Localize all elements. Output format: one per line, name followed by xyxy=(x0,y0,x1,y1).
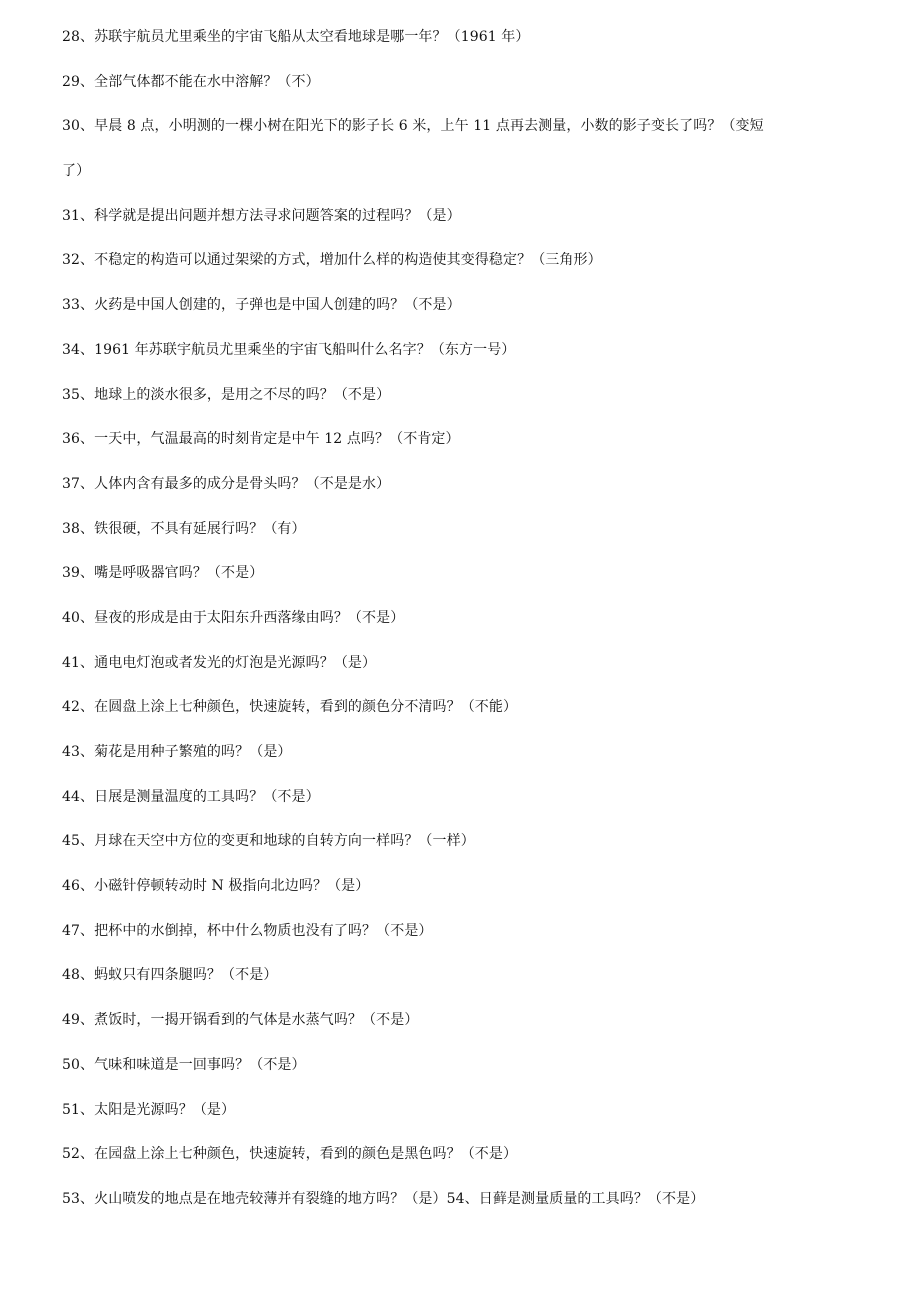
question-line: 37、人体内含有最多的成分是骨头吗？（不是是水） xyxy=(62,475,391,492)
question-line: 31、科学就是提出问题并想方法寻求问题答案的过程吗？（是） xyxy=(62,207,461,224)
question-line: 28、苏联宇航员尤里乘坐的宇宙飞船从太空看地球是哪一年？（1961 年） xyxy=(62,29,530,45)
question-line: 43、菊花是用种子繁殖的吗？（是） xyxy=(62,744,292,760)
question-line: 42、在圆盘上涂上七种颜色，快速旋转，看到的颜色分不清吗？（不能） xyxy=(62,699,518,716)
question-line: 40、昼夜的形成是由于太阳东升西落缘由吗？（不是） xyxy=(62,609,405,626)
question-line: 36、一天中，气温最高的时刻肯定是中午 12 点吗？（不肯定） xyxy=(62,431,460,448)
question-line: 38、铁很硬，不具有延展行吗？（有） xyxy=(62,520,306,537)
question-line: 51、太阳是光源吗？（是） xyxy=(62,1101,236,1118)
question-line: 35、地球上的淡水很多，是用之不尽的吗？（不是） xyxy=(62,386,391,403)
question-line-continuation: 了） xyxy=(62,163,91,180)
question-line: 53、火山喷发的地点是在地壳较薄并有裂缝的地方吗？（是）54、日藓是测量质量的工具吗？（不是） xyxy=(62,1190,705,1207)
question-line: 34、1961 年苏联宇航员尤里乘坐的宇宙飞船叫什么名字？（东方一号） xyxy=(62,341,516,358)
question-line: 45、月球在天空中方位的变更和地球的自转方向一样吗？（一样） xyxy=(62,833,475,850)
question-list xyxy=(62,23,842,1230)
question-line: 50、气味和味道是一回事吗？（不是） xyxy=(62,1056,306,1073)
question-line: 49、煮饭时，一揭开锅看到的气体是水蒸气吗？（不是） xyxy=(62,1012,419,1029)
question-line: 46、小磁针停顿转动时 N 极指向北边吗？（是） xyxy=(62,878,370,895)
question-line: 47、把杯中的水倒掉，杯中什么物质也没有了吗？（不是） xyxy=(62,922,433,939)
question-line: 48、蚂蚁只有四条腿吗？（不是） xyxy=(62,967,278,984)
question-line: 32、不稳定的构造可以通过架梁的方式，增加什么样的构造使其变得稳定？（三角形） xyxy=(62,252,602,269)
question-line: 41、通电电灯泡或者发光的灯泡是光源吗？（是） xyxy=(62,654,377,671)
question-line: 33、火药是中国人创建的，子弹也是中国人创建的吗？（不是） xyxy=(62,297,461,314)
question-line: 29、全部气体都不能在水中溶解？（不） xyxy=(62,73,320,90)
question-line: 44、日展是测量温度的工具吗？（不是） xyxy=(62,788,320,805)
question-line: 39、嘴是呼吸器官吗？（不是） xyxy=(62,565,264,582)
question-line: 30、早晨 8 点，小明测的一棵小树在阳光下的影子长 6 米，上午 11 点再去测量，小数的影子变长了吗？（变短 xyxy=(62,118,764,135)
question-line: 52、在园盘上涂上七种颜色，快速旋转，看到的颜色是黑色吗？（不是） xyxy=(62,1146,518,1163)
